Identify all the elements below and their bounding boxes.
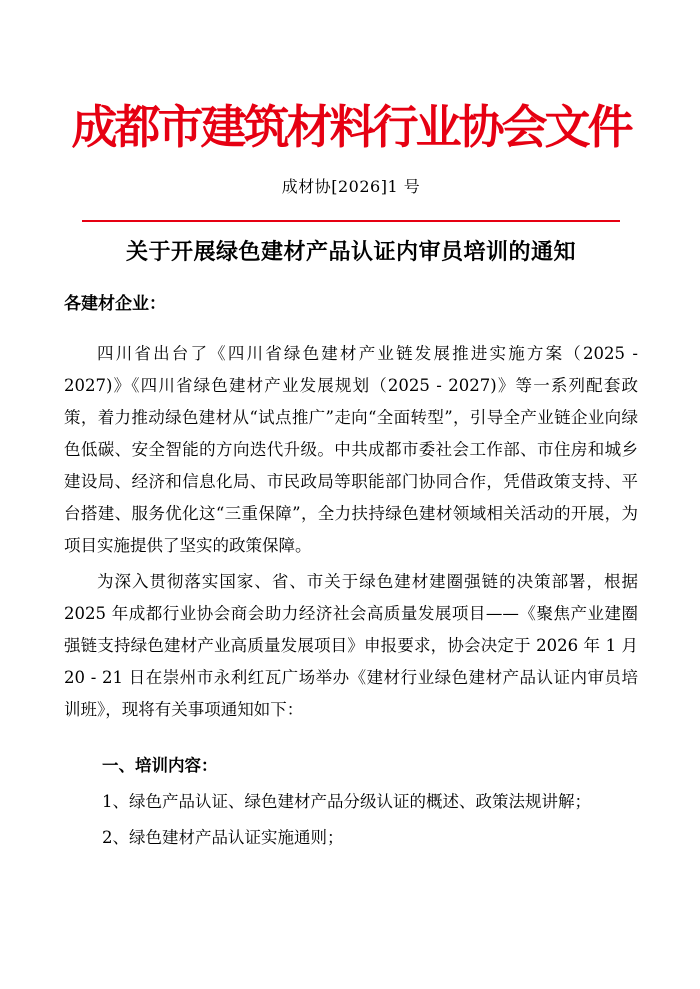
body-paragraph: 四川省出台了《四川省绿色建材产业链发展推进实施方案（2025 - 2027)》《四川省绿色建材产业发展规划（2025 - 2027)》等一系列配套政策，着力推动绿色建材从“试点推广”走向“全面转型”，引导全产业链企业向绿色低碳、安全智能的方向迭代升级。中共成都市委社会工作部、市住房和城乡建设局、经济和信息化局、市民政局等职能部门协同合作，凭借政策支持、平台搭建、服务优化这“三重保障”，全力扶持绿色建材领域相关活动的开展，为项目实施提供了坚实的政策保障。	[64, 344, 638, 555]
section-heading: 一、培训内容：	[102, 756, 218, 775]
body-paragraph: 为深入贯彻落实国家、省、市关于绿色建材建圈强链的决策部署，根据 2025 年成都行业协会商会助力经济社会高质量发展项目——《聚焦产业建圈强链支持绿色建材产业高质量发展项目》申报要求，协会决定于 2026 年 1 月 20 - 21 日在崇州市永利红瓦广场举办《建材行业绿色建材产品认证内审员培训班》，现将有关事项通知如下：	[64, 572, 638, 719]
notice-title: 关于开展绿色建材产品认证内审员培训的通知	[125, 240, 576, 265]
document-number: 成材协[2026]1 号	[281, 177, 421, 196]
list-item: 1、绿色产品认证、绿色建材产品分级认证的概述、政策法规讲解；	[102, 792, 591, 811]
list-item: 2、绿色建材产品认证实施通则；	[102, 828, 344, 847]
salutation: 各建材企业：	[64, 294, 166, 314]
organization-title: 成都市建筑材料行业协会文件	[71, 100, 631, 154]
red-divider-line	[82, 220, 620, 222]
